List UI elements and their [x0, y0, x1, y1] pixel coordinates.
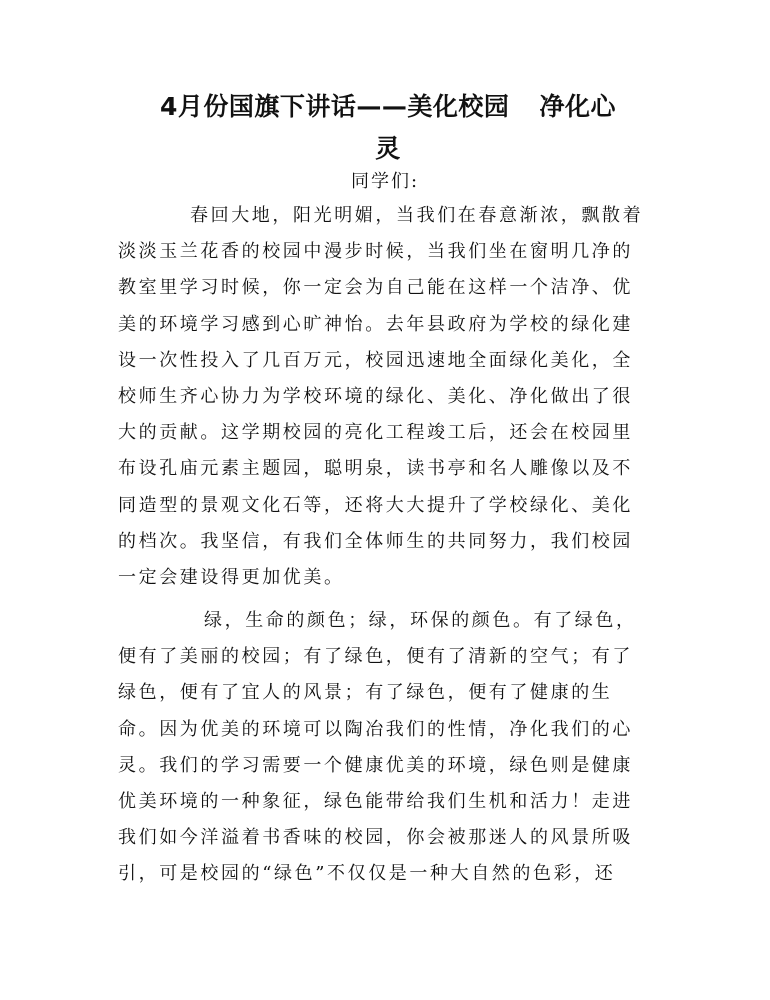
- paragraph-1: [118, 198, 644, 596]
- paragraph-line: 春回大地，阳光明媚，当我们在春意渐浓，飘散着: [190, 205, 644, 226]
- paragraph-line: 便有了美丽的校园；有了绿色，便有了清新的空气；有了: [118, 646, 633, 668]
- page-title: [118, 86, 658, 170]
- paragraph-line: 校师生齐心协力为学校环境的绿化、美化、净化做出了很: [118, 386, 633, 408]
- paragraph-line: 教室里学习时候，你一定会为自己能在这样一个洁净、优: [118, 277, 633, 299]
- paragraph-line: 灵。我们的学习需要一个健康优美的环境，绿色则是健康: [118, 754, 633, 776]
- paragraph-line: 的档次。我坚信，有我们全体师生的共同努力，我们校园: [118, 530, 633, 552]
- paragraph-line: 绿色，便有了宜人的风景；有了绿色，便有了健康的生: [118, 682, 613, 704]
- paragraph-line: 绿，生命的颜色；绿，环保的颜色。有了绿色，: [204, 610, 637, 631]
- paragraph-line: 设一次性投入了几百万元，校园迅速地全面绿化美化，全: [118, 349, 633, 371]
- paragraph-2: [118, 603, 638, 893]
- paragraph-line: 优美环境的一种象征，绿色能带给我们生机和活力！走进: [118, 791, 633, 813]
- paragraph-line: 大的贡献。这学期校园的亮化工程竣工后，还会在校园里: [118, 422, 633, 444]
- title-continued: 净化心: [539, 92, 616, 121]
- paragraph-line: 美的环境学习感到心旷神怡。去年县政府为学校的绿化建: [118, 313, 633, 335]
- paragraph-line: 一定会建设得更加优美。: [118, 567, 345, 589]
- greeting: 同学们:: [350, 171, 420, 192]
- paragraph-line: 我们如今洋溢着书香味的校园，你会被那迷人的风景所吸: [118, 827, 633, 849]
- paragraph-line: 淡淡玉兰花香的校园中漫步时候，当我们坐在窗明几净的: [118, 241, 633, 263]
- paragraph-line: 布设孔庙元素主题园，聪明泉，读书亭和名人雕像以及不: [118, 458, 633, 480]
- paragraph-line: 同造型的景观文化石等，还将大大提升了学校绿化、美化: [118, 494, 633, 516]
- paragraph-line: 引，可是校园的“绿色”不仅仅是一种大自然的色彩，还: [118, 863, 616, 885]
- title-main: 4月份国旗下讲话——美化校园: [160, 92, 510, 121]
- paragraph-line: 命。因为优美的环境可以陶冶我们的性情，净化我们的心: [118, 718, 633, 740]
- title-second-line: 灵: [375, 134, 401, 163]
